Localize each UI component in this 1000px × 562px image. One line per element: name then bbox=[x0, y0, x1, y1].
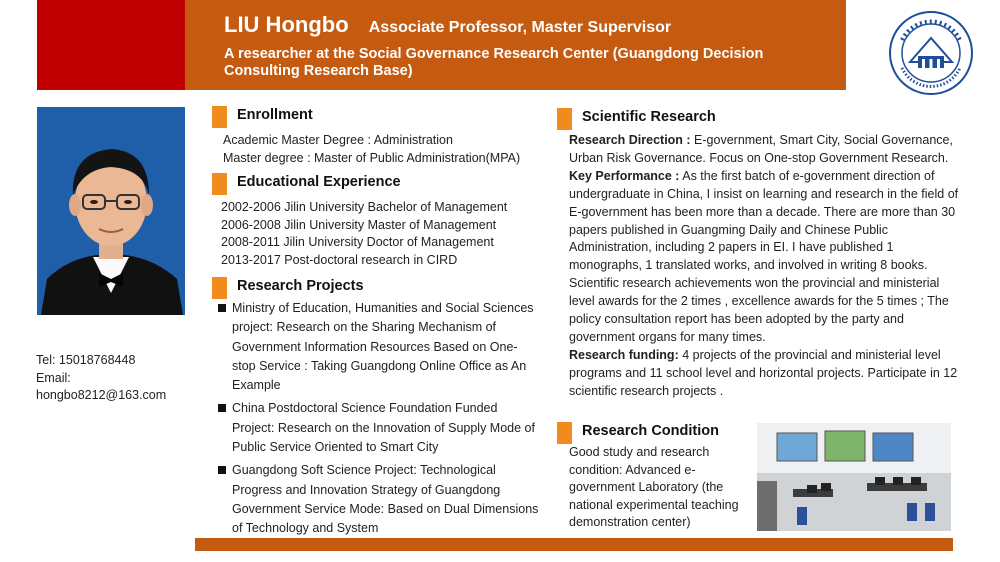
key-performance-text: As the first batch of e-government direction of undergraduate in China, I insist on learning and research in the field of E-government has been more than a decade. There are more than 30 papers published in Guangming Daily and Chinese Public Administration, including 2 papers in EI. I have published 1 monographs, 1 translated works, and involved in writing 8 books. Scientific research achievements won the provincial and ministerial level awards for the 2 times , excellence awards for the 5 times ; The policy consultation report has been adopted by the party and government organs for many times. bbox=[569, 168, 959, 344]
heading-marker bbox=[212, 277, 227, 299]
enrollment-body bbox=[223, 132, 553, 167]
projects-title: Research Projects bbox=[237, 278, 364, 294]
project-item bbox=[218, 399, 540, 457]
research-body bbox=[569, 132, 961, 401]
heading-marker bbox=[212, 173, 227, 195]
education-title: Educational Experience bbox=[237, 174, 401, 190]
project-text: China Postdoctoral Science Foundation Funded Project: Research on the Innovation of Supply Mode of Public Service Oriented to Smart City bbox=[232, 401, 535, 455]
square-bullet-icon bbox=[218, 404, 226, 412]
key-performance bbox=[569, 168, 961, 347]
project-item bbox=[218, 299, 540, 395]
enrollment-line: Academic Master Degree : Administration bbox=[223, 133, 453, 147]
heading-marker bbox=[557, 108, 572, 130]
research-title: Scientific Research bbox=[582, 109, 716, 125]
header-red-block bbox=[37, 0, 185, 90]
education-line: 2008-2011 Jilin University Doctor of Management bbox=[221, 235, 494, 249]
condition-title: Research Condition bbox=[582, 423, 719, 439]
contact-email-label: Email: bbox=[36, 370, 71, 385]
research-direction-text: E-government, Smart City, Social Governance, Urban Risk Governance. Focus on One-stop Government Research. bbox=[569, 133, 953, 165]
research-direction-label: Research Direction : bbox=[569, 133, 691, 147]
laboratory-photo bbox=[757, 423, 951, 531]
university-seal-icon bbox=[888, 10, 974, 96]
enrollment-title: Enrollment bbox=[237, 107, 313, 123]
education-line: 2013-2017 Post-doctoral research in CIRD bbox=[221, 252, 458, 267]
project-item bbox=[218, 461, 540, 538]
contact-tel: Tel: 15018768448 bbox=[36, 353, 136, 367]
education-line: 2002-2006 Jilin University Bachelor of Management bbox=[221, 200, 508, 214]
person-name: LIU Hongbo bbox=[224, 12, 349, 37]
portrait-photo bbox=[37, 107, 185, 315]
research-direction bbox=[569, 132, 961, 168]
contact-info bbox=[36, 352, 206, 405]
person-position: Associate Professor, Master Supervisor bbox=[368, 19, 672, 36]
projects-list bbox=[218, 299, 540, 539]
education-line: 2006-2008 Jilin University Master of Management bbox=[221, 217, 497, 232]
heading-marker bbox=[212, 106, 227, 128]
projects-body bbox=[218, 299, 540, 543]
research-funding bbox=[569, 347, 961, 401]
heading-marker bbox=[557, 422, 572, 444]
key-performance-label: Key Performance : bbox=[569, 168, 680, 183]
footer-bar bbox=[195, 538, 953, 551]
header-title bbox=[224, 12, 671, 38]
square-bullet-icon bbox=[218, 304, 226, 312]
contact-email: hongbo8212@163.com bbox=[36, 388, 167, 402]
project-text: Guangdong Soft Science Project: Technological Progress and Innovation Strategy of Guangdong Government Service Mode: Based on Dual Dimensions of Technology and System bbox=[232, 463, 539, 536]
project-text: Ministry of Education, Humanities and Social Sciences project: Research on the Sharing Mechanism of Government Information Resources Based on One-stop Service : Taking Guangdong Online Office as An Example bbox=[232, 301, 534, 393]
research-funding-label: Research funding: bbox=[569, 347, 679, 362]
research-funding-text: 4 projects of the provincial and ministerial level programs and 11 school level and horizontal projects. Participate in 12 scientific research projects . bbox=[569, 347, 958, 398]
education-body bbox=[221, 199, 551, 269]
condition-body: Good study and research condition: Advanced e-government Laboratory (the national experimental teaching demonstration center) bbox=[569, 445, 739, 529]
square-bullet-icon bbox=[218, 466, 226, 474]
header-subtitle: A researcher at the Social Governance Research Center (Guangdong Decision Consulting Research Base) bbox=[224, 46, 764, 79]
enrollment-line: Master degree : Master of Public Administration(MPA) bbox=[223, 150, 521, 165]
